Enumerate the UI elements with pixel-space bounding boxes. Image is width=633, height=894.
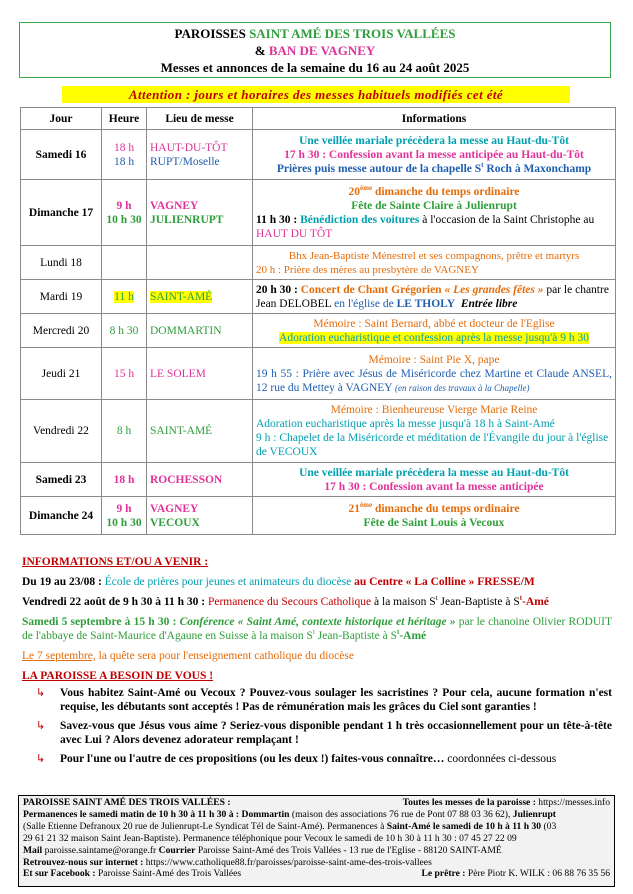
info-cell xyxy=(253,348,616,400)
info-line: Mémoire : Saint Bernard, abbé et docteur de l'Eglise xyxy=(313,317,555,330)
place: VECOUX xyxy=(150,516,200,529)
table-row xyxy=(21,180,616,246)
hour: 11 h xyxy=(114,290,134,303)
list-item: ↳ Vous habitez Saint-Amé ou Vecoux ? Pouvez-vous soulager les sacristines ? Pour cela, aucune formation n'est requise, les débutants sont acceptés ! Pas de rémunération mais les grâces du Ciel sont garanties ! xyxy=(36,687,612,713)
info-line: 20 h : Prière des mères au presbytère de VAGNEY xyxy=(256,263,479,276)
info-cell xyxy=(253,180,616,246)
need-title: LA PAROISSE A BESOIN DE VOUS ! xyxy=(22,670,214,682)
header-day: Jour xyxy=(21,108,102,130)
info-line: 19 h 55 : Prière avec Jésus de Miséricorde chez Martine et Claude ANSEL, 12 rue du Mettey à VAGNEY (en raison des travaux à la Chapelle) xyxy=(256,367,612,394)
info-line: Adoration eucharistique après la messe jusqu'à 18 h à Saint-Amé xyxy=(256,418,555,430)
day-cell: Samedi 23 xyxy=(21,463,102,497)
table-row xyxy=(21,314,616,348)
table-row xyxy=(21,280,616,314)
info-cell xyxy=(253,463,616,497)
hour-cell xyxy=(102,246,147,280)
arrow-icon: ↳ xyxy=(36,753,46,765)
title-saint-ame: SAINT AMÉ DES TROIS VALLÉES xyxy=(249,26,456,41)
place-cell: DOMMARTIN xyxy=(147,314,253,348)
place-cell xyxy=(147,130,253,180)
info-line: 17 h 30 : Confession avant la messe anticipée au Haut-du-Tôt xyxy=(284,148,584,161)
info-cell xyxy=(253,400,616,463)
hour-cell xyxy=(102,130,147,180)
place-cell xyxy=(147,180,253,246)
hour-cell: 8 h 30 xyxy=(102,314,147,348)
place: VAGNEY xyxy=(150,502,199,515)
table-row xyxy=(21,497,616,535)
day-cell: Dimanche 24 xyxy=(21,497,102,535)
arrow-icon: ↳ xyxy=(36,720,46,732)
day-cell: Jeudi 21 xyxy=(21,348,102,400)
info-line: Adoration eucharistique et confession après la messe jusqu'à 9 h 30 xyxy=(279,331,589,344)
header-box xyxy=(19,22,611,78)
info-line: 21ème dimanche du temps ordinaire xyxy=(348,500,520,515)
info-line: 17 h 30 : Confession avant la messe anticipée xyxy=(324,480,544,493)
day-cell: Mercredi 20 xyxy=(21,314,102,348)
place-cell xyxy=(147,246,253,280)
place-cell xyxy=(147,280,253,314)
info-line: Fête de Saint Louis à Vecoux xyxy=(363,516,505,529)
info-cell xyxy=(253,246,616,280)
announcements-title: INFORMATIONS ET/OU A VENIR : xyxy=(22,556,209,568)
header-title xyxy=(20,25,610,42)
announcement-line: Le 7 septembre, la quête sera pour l'enseignement catholique du diocèse xyxy=(22,650,354,662)
info-line: Prières puis messe autour de la chapelle $S^t$ Roch à Maxonchamp xyxy=(276,160,592,175)
announcement-line: Vendredi 22 août de 9 h 30 à 11 h 30 : Permanence du Secours Catholique à la maison $S^t$ Jean-Baptiste à $S^t$-Amé xyxy=(22,594,549,608)
footer-line: Retrouvez-nous sur internet : https://www.catholique88.fr/paroisses/paroisse-saint-ame-des-trois-vallees xyxy=(23,856,432,868)
announcement-line: Du 19 au 23/08 : École de prières pour jeunes et animateurs du diocèse au Centre « La Colline » FRESSE/M xyxy=(22,576,535,588)
table-header-row xyxy=(21,108,616,130)
table-row xyxy=(21,400,616,463)
attention-banner: Attention : jours et horaires des messes habituels modifiés cet été xyxy=(62,86,570,103)
parish-footer xyxy=(18,795,615,887)
info-line: Bhx Jean-Baptiste Ménestrel et ses compagnons, prêtre et martyrs xyxy=(288,249,580,262)
announcement-line: Samedi 5 septembre à 15 h 30 : Conférence « Saint Amé, contexte historique et héritage » par le chanoine Olivier RODUIT de l'abbaye de Saint-Maurice d'Agaune en Suisse à la maison $S^t$ Jean-Baptiste à $S^t$-Amé xyxy=(22,616,612,642)
place-cell: LE SOLEM xyxy=(147,348,253,400)
info-line: 9 h : Chapelet de la Miséricorde et méditation de l'Évangile du jour à l'église de VECOUX xyxy=(256,432,609,458)
title-prefix: PAROISSES xyxy=(174,26,246,41)
info-line: Mémoire : Bienheureuse Vierge Marie Reine xyxy=(330,404,538,416)
table-row xyxy=(21,246,616,280)
place: HAUT-DU-TÔT xyxy=(150,141,228,154)
header-hour: Heure xyxy=(102,108,147,130)
hour: 10 h 30 xyxy=(106,516,142,529)
footer-line: (Salle Etienne Defranoux 20 rue de Julienrupt-Le Syndicat Tél de Saint-Amé). Permanences à Saint-Amé le samedi de 10 h à 11 h 30 (03 xyxy=(23,820,557,832)
header-place: Lieu de messe xyxy=(147,108,253,130)
place: RUPT/Moselle xyxy=(150,155,220,168)
header-info: Informations xyxy=(253,108,616,130)
footer-line: 29 61 21 32 maison Saint Jean-Baptiste). Permanence téléphonique pour Vecoux le samedi de 10 h 30 à 11 h 30 : 07 45 27 22 09 xyxy=(23,832,517,844)
hour-cell: 15 h xyxy=(102,348,147,400)
info-cell xyxy=(253,314,616,348)
day-cell: Dimanche 17 xyxy=(21,180,102,246)
place: VAGNEY xyxy=(150,199,199,212)
hour-cell: 18 h xyxy=(102,463,147,497)
hour-cell xyxy=(102,280,147,314)
day-cell: Lundi 18 xyxy=(21,246,102,280)
info-line: Fête de Sainte Claire à Julienrupt xyxy=(351,199,517,212)
info-line: Mémoire : Saint Pie X, pape xyxy=(368,353,500,366)
table-row xyxy=(21,348,616,400)
hour-cell xyxy=(102,497,147,535)
info-cell xyxy=(253,497,616,535)
place-cell: SAINT-AMÉ xyxy=(147,400,253,463)
announcements xyxy=(22,555,612,766)
place-cell: ROCHESSON xyxy=(147,463,253,497)
place-cell xyxy=(147,497,253,535)
title-vagney: BAN DE VAGNEY xyxy=(268,43,376,58)
info-line: 11 h 30 : Bénédiction des voitures à l'occasion de la Saint Christophe au HAUT DU TÔT xyxy=(256,213,595,240)
website-link[interactable]: https://www.catholique88.fr/paroisses/paroisse-saint-ame-des-trois-vallees xyxy=(143,856,432,868)
title-amp: & xyxy=(254,43,266,58)
day-cell: Samedi 16 xyxy=(21,130,102,180)
info-line: Une veillée mariale précèdera la messe au Haut-du-Tôt xyxy=(299,134,569,147)
footer-line: Mail paroisse.saintame@orange.fr Courrier Paroisse Saint-Amé des Trois Vallées - 13 rue de l'Eglise - 88120 SAINT-AMÉ xyxy=(23,844,502,856)
table-row xyxy=(21,130,616,180)
footer-line: PAROISSE SAINT AMÉ DES TROIS VALLÉES : Toutes les messes de la paroisse : https://messes.info xyxy=(23,797,610,808)
day-cell: Mardi 19 xyxy=(21,280,102,314)
place: JULIENRUPT xyxy=(150,213,224,226)
hour: 9 h xyxy=(116,199,132,212)
header-subtitle: Messes et annonces de la semaine du 16 au 24 août 2025 xyxy=(160,60,470,75)
hour-cell xyxy=(102,180,147,246)
table-row xyxy=(21,463,616,497)
hour: 18 h xyxy=(113,141,135,154)
info-line: Une veillée mariale précèdera la messe au Haut-du-Tôt xyxy=(299,466,569,479)
info-cell xyxy=(253,130,616,180)
day-cell: Vendredi 22 xyxy=(21,400,102,463)
info-cell: 20 h 30 : Concert de Chant Grégorien « Les grandes fêtes » par le chantre Jean DELOBEL en l'église de LE THOLY Entrée libre xyxy=(253,280,616,314)
footer-line: Et sur Facebook : Paroisse Saint-Amé des Trois Vallées Le prêtre : Père Piotr K. WILK : 06 88 76 35 56 xyxy=(23,868,610,880)
header-title-2 xyxy=(20,42,610,59)
hour-cell: 8 h xyxy=(102,400,147,463)
info-line: 20ème dimanche du temps ordinaire xyxy=(348,183,520,198)
hour: 18 h xyxy=(113,155,135,168)
list-item: ↳ Savez-vous que Jésus vous aime ? Seriez-vous disponible pendant 1 h très occasionnellement pour un tête-à-tête avec Lui ? Alors devenez adorateur remplaçant ! xyxy=(36,720,612,746)
footer-line: Permanences le samedi matin de 10 h 30 à 11 h 30 à : Dommartin (maison des associations 76 rue de Pont 07 88 03 36 62), Julienrupt xyxy=(23,808,556,820)
mass-schedule-table xyxy=(20,107,616,535)
place: SAINT-AMÉ xyxy=(150,290,213,303)
hour: 9 h xyxy=(116,502,132,515)
list-item: ↳ Pour l'une ou l'autre de ces propositions (ou les deux !) faites-vous connaître… coordonnées ci-dessous xyxy=(36,753,557,765)
arrow-icon: ↳ xyxy=(36,687,46,699)
hour: 10 h 30 xyxy=(106,213,142,226)
